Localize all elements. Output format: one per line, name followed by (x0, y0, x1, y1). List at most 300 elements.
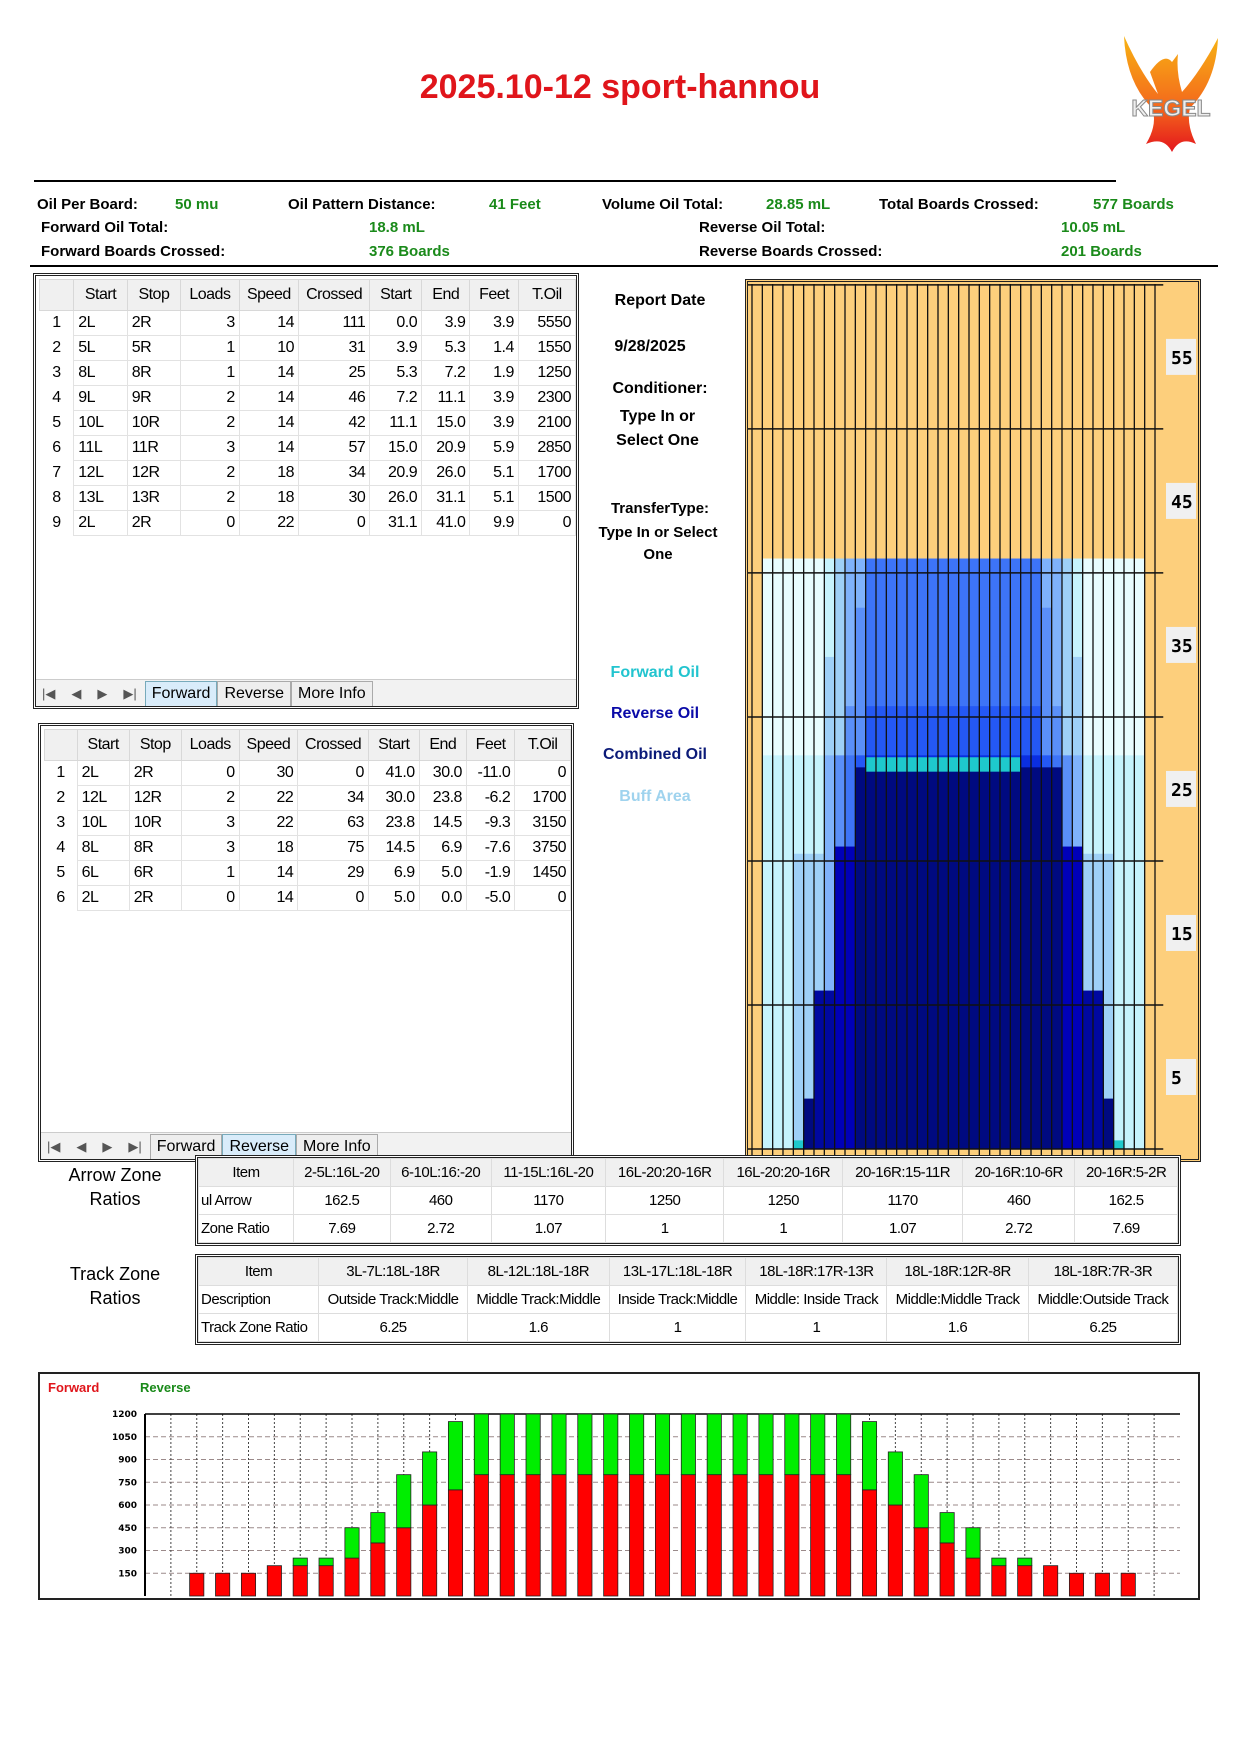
table-cell[interactable]: 5.3 (370, 361, 422, 386)
row-label: Item (199, 1159, 294, 1187)
oil-cell (928, 706, 938, 756)
table-cell[interactable]: 8L (77, 836, 129, 861)
table-cell[interactable]: 14 (239, 361, 298, 386)
table-cell[interactable]: -5.0 (466, 886, 514, 911)
table-cell[interactable]: -7.6 (466, 836, 514, 861)
oil-cell (1021, 608, 1031, 658)
forward-col-header[interactable]: Start (74, 280, 127, 311)
table-row[interactable] (45, 836, 571, 861)
table-cell[interactable]: 3 (181, 311, 240, 336)
table-cell[interactable]: 2100 (518, 411, 575, 436)
table-cell[interactable]: 20.9 (422, 436, 470, 461)
table-row[interactable] (40, 336, 576, 361)
table-cell[interactable]: 5.0 (419, 861, 466, 886)
oil-cell (762, 805, 772, 855)
oil-cell (804, 559, 814, 609)
oil-cell (1134, 657, 1144, 707)
oil-cell (1031, 706, 1041, 756)
reverse-col-header[interactable]: Loads (181, 730, 239, 761)
forward-boards-label: Forward Boards Crossed: (41, 243, 226, 260)
table-cell[interactable]: 26.0 (370, 486, 422, 511)
reverse-bar (966, 1528, 980, 1558)
forward-bar (319, 1566, 333, 1596)
table-cell[interactable]: 13R (127, 486, 180, 511)
table-cell[interactable]: 25 (298, 361, 369, 386)
table-cell[interactable]: -6.2 (466, 786, 514, 811)
oil-cell (948, 608, 958, 658)
oil-cell (938, 657, 948, 707)
table-cell: 20-16R:10-6R (963, 1159, 1075, 1187)
table-cell[interactable]: 14 (239, 436, 298, 461)
oil-cell (1114, 755, 1124, 805)
reverse-bar (604, 1414, 618, 1475)
table-cell[interactable]: 6L (77, 861, 129, 886)
reverse-bar (293, 1558, 307, 1566)
oil-cell (804, 952, 814, 1002)
table-cell[interactable]: 13L (74, 486, 127, 511)
table-cell[interactable]: 12L (77, 786, 129, 811)
table-cell[interactable]: 10L (77, 811, 129, 836)
table-cell[interactable]: 2R (129, 761, 181, 786)
oil-cell (1134, 805, 1144, 855)
last-icon[interactable]: ▶| (128, 1139, 142, 1154)
table-cell[interactable]: 2L (77, 761, 129, 786)
table-cell[interactable]: 0.0 (419, 886, 466, 911)
oil-cell (1124, 1051, 1134, 1101)
reverse-oil-value: 10.05 mL (1061, 219, 1126, 236)
reverse-bar (655, 1414, 669, 1475)
oil-cell (1010, 657, 1020, 707)
table-row[interactable] (45, 811, 571, 836)
reverse-bar (992, 1558, 1006, 1566)
oil-cell (1072, 608, 1082, 658)
table-cell[interactable]: 14.5 (419, 811, 466, 836)
table-cell[interactable]: 14 (239, 886, 298, 911)
distance-label: 35 (1171, 635, 1193, 657)
prev-icon[interactable]: ◀ (71, 686, 82, 701)
table-cell: 20-16R:15-11R (843, 1159, 963, 1187)
arrow-zone-grid (195, 1155, 1181, 1246)
table-cell[interactable]: 2 (181, 461, 240, 486)
table-row[interactable] (40, 311, 576, 336)
table-row[interactable] (45, 886, 571, 911)
pattern-distance-value: 41 Feet (489, 196, 541, 213)
table-cell[interactable]: 30.0 (419, 761, 466, 786)
table-cell[interactable]: 2R (127, 511, 180, 536)
table-cell[interactable]: 3.9 (422, 311, 470, 336)
table-cell[interactable]: 9.9 (470, 511, 518, 536)
reverse-col-header[interactable]: Feet (466, 730, 514, 761)
table-cell[interactable]: -11.0 (466, 761, 514, 786)
oil-cell (762, 952, 772, 1002)
table-cell[interactable]: 23.8 (368, 811, 419, 836)
table-cell[interactable]: 5.3 (422, 336, 470, 361)
table-cell[interactable]: 0 (181, 761, 239, 786)
reverse-col-header[interactable]: Stop (129, 730, 181, 761)
oil-cell (886, 559, 896, 609)
table-cell[interactable]: 15.0 (422, 411, 470, 436)
table-cell[interactable]: 31.1 (422, 486, 470, 511)
table-cell[interactable]: 8R (127, 361, 180, 386)
conditioner-value[interactable]: Type In or Select One (616, 408, 699, 449)
oil-cell (1021, 657, 1031, 707)
forward-col-header[interactable]: Feet (470, 280, 518, 311)
table-cell[interactable]: 22 (239, 511, 298, 536)
table-cell[interactable]: 5.1 (470, 461, 518, 486)
table-cell[interactable]: 6R (129, 861, 181, 886)
oil-cell (1114, 657, 1124, 707)
oil-cell (1072, 706, 1082, 756)
table-cell[interactable]: 5.1 (470, 486, 518, 511)
table-row[interactable] (40, 411, 576, 436)
reverse-bar (552, 1414, 566, 1475)
forward-bar (448, 1490, 462, 1596)
distance-label: 5 (1171, 1067, 1182, 1089)
table-cell[interactable]: 1 (181, 336, 240, 361)
combined-oil-cell (1010, 767, 1020, 1149)
table-cell: 1 (724, 1215, 843, 1243)
table-cell[interactable]: 0 (298, 761, 369, 786)
combined-oil-cell (1000, 767, 1010, 1149)
oil-cell (990, 608, 1000, 658)
table-row[interactable] (40, 461, 576, 486)
table-cell[interactable]: 12R (129, 786, 181, 811)
oil-cell (948, 559, 958, 609)
tab-forward[interactable]: Forward (150, 1134, 223, 1159)
oil-cell (804, 657, 814, 707)
table-row[interactable] (45, 786, 571, 811)
oil-cell (762, 755, 772, 805)
table-cell[interactable]: 15.0 (370, 436, 422, 461)
tab-more-info[interactable]: More Info (296, 1134, 378, 1159)
table-cell[interactable]: 1450 (515, 861, 571, 886)
reverse-bar (707, 1414, 721, 1475)
forward-col-header[interactable]: T.Oil (518, 280, 575, 311)
next-icon[interactable]: ▶ (97, 686, 108, 701)
oil-cell (1134, 1100, 1144, 1150)
tab-reverse[interactable]: Reverse (222, 1134, 296, 1159)
table-cell[interactable]: 3.9 (470, 386, 518, 411)
reverse-bar (423, 1452, 437, 1505)
oil-cell (762, 1051, 772, 1101)
table-cell[interactable]: 3750 (515, 836, 571, 861)
first-icon[interactable]: |◀ (42, 686, 56, 701)
table-cell[interactable]: 2300 (518, 386, 575, 411)
table-cell[interactable]: 1700 (518, 461, 575, 486)
table-cell[interactable]: 11.1 (370, 411, 422, 436)
forward-bar (241, 1573, 255, 1596)
oil-cell (1000, 559, 1010, 609)
table-cell[interactable]: 23.8 (419, 786, 466, 811)
forward-bar (216, 1573, 230, 1596)
table-cell[interactable]: 6.9 (368, 861, 419, 886)
table-cell: 16L-20:20-16R (724, 1159, 843, 1187)
table-cell[interactable]: 30 (239, 761, 298, 786)
legend-forward: Forward (48, 1380, 100, 1395)
table-cell[interactable]: 1.9 (470, 361, 518, 386)
table-cell[interactable]: 10R (127, 411, 180, 436)
table-cell: 1 (605, 1215, 724, 1243)
forward-col-header[interactable]: Start (370, 280, 422, 311)
table-cell[interactable]: 11.1 (422, 386, 470, 411)
combined-oil-cell (1093, 991, 1103, 1149)
total-boards-value: 577 Boards (1093, 196, 1174, 213)
table-cell[interactable]: 0 (515, 761, 571, 786)
oil-cell (804, 1001, 814, 1051)
table-cell[interactable]: 2 (181, 486, 240, 511)
table-row[interactable] (45, 861, 571, 886)
table-cell[interactable]: 46 (298, 386, 369, 411)
combined-oil-cell (979, 767, 989, 1149)
reverse-col-header[interactable]: End (419, 730, 466, 761)
table-cell: 7.69 (294, 1215, 391, 1243)
first-icon[interactable]: |◀ (47, 1139, 61, 1154)
forward-bar (371, 1543, 385, 1596)
table-cell[interactable]: 6.9 (419, 836, 466, 861)
table-cell[interactable]: 26.0 (422, 461, 470, 486)
table-cell[interactable]: 5550 (518, 311, 575, 336)
table-cell[interactable]: 30 (298, 486, 369, 511)
oil-cell (783, 952, 793, 1002)
table-cell[interactable]: 1 (181, 861, 239, 886)
forward-col-header[interactable]: Stop (127, 280, 180, 311)
table-cell[interactable]: 0.0 (370, 311, 422, 336)
table-cell[interactable]: 8L (74, 361, 127, 386)
table-cell[interactable]: 5L (74, 336, 127, 361)
oil-cell (886, 706, 896, 756)
table-cell[interactable]: 18 (239, 836, 298, 861)
oil-cell (907, 559, 917, 609)
reverse-bar (526, 1414, 540, 1475)
combined-oil-cell (959, 767, 969, 1149)
table-cell[interactable]: 10L (74, 411, 127, 436)
table-cell[interactable]: 3.9 (470, 311, 518, 336)
oil-cell (1031, 657, 1041, 707)
forward-bar (423, 1505, 437, 1596)
oil-cell (876, 706, 886, 756)
table-cell: 6.25 (1028, 1314, 1177, 1342)
table-cell[interactable]: 11R (127, 436, 180, 461)
track-zone-table (198, 1257, 1178, 1342)
table-row[interactable] (40, 436, 576, 461)
oil-cell (1052, 657, 1062, 707)
table-cell[interactable]: 57 (298, 436, 369, 461)
table-cell[interactable]: 1700 (515, 786, 571, 811)
oil-cell (1103, 755, 1113, 805)
table-cell[interactable]: 5.0 (368, 886, 419, 911)
table-cell[interactable]: 0 (298, 511, 369, 536)
forward-col-header[interactable]: Crossed (298, 280, 369, 311)
oil-cell (907, 657, 917, 707)
forward-bar (1121, 1573, 1135, 1596)
table-cell[interactable]: 29 (298, 861, 369, 886)
oil-cell (845, 706, 855, 756)
table-cell[interactable]: 0 (515, 886, 571, 911)
table-cell[interactable]: 3.9 (370, 336, 422, 361)
table-cell[interactable]: 14 (239, 411, 298, 436)
table-cell: 1250 (605, 1187, 724, 1215)
table-cell[interactable]: 2L (74, 311, 127, 336)
prev-icon[interactable]: ◀ (76, 1139, 87, 1154)
table-cell[interactable]: 22 (239, 786, 298, 811)
forward-col-header[interactable]: End (422, 280, 470, 311)
table-cell[interactable]: 5R (127, 336, 180, 361)
table-cell[interactable]: 7.2 (422, 361, 470, 386)
table-cell[interactable]: 41.0 (368, 761, 419, 786)
transfer-type-label: TransferType: (610, 500, 710, 517)
row-number: 6 (52, 439, 61, 456)
reverse-col-header[interactable] (45, 730, 78, 761)
table-cell[interactable]: 2 (181, 786, 239, 811)
oil-cell (876, 559, 886, 609)
oil-cell (793, 1051, 803, 1101)
oil-cell (835, 657, 845, 707)
tab-forward[interactable]: Forward (145, 681, 218, 706)
table-cell[interactable]: 11L (74, 436, 127, 461)
reverse-col-header[interactable]: T.Oil (515, 730, 571, 761)
table-cell[interactable]: 111 (298, 311, 369, 336)
table-row[interactable] (40, 361, 576, 386)
oil-cell (804, 608, 814, 658)
oil-cell (876, 657, 886, 707)
table-cell[interactable]: 8R (129, 836, 181, 861)
legend-combined-oil: Combined Oil (603, 746, 707, 763)
table-cell[interactable]: 63 (298, 811, 369, 836)
table-cell[interactable]: 34 (298, 461, 369, 486)
oil-cell (979, 706, 989, 756)
tab-more-info[interactable]: More Info (291, 681, 373, 706)
oil-cell (804, 755, 814, 805)
oil-cell (1041, 559, 1051, 609)
table-cell[interactable]: 14 (239, 861, 298, 886)
report-date: 9/28/2025 (614, 338, 686, 355)
table-cell[interactable]: 2L (77, 886, 129, 911)
table-cell[interactable]: -9.3 (466, 811, 514, 836)
oil-cell (773, 608, 783, 658)
table-cell[interactable]: 7.2 (370, 386, 422, 411)
header-divider (34, 180, 1116, 182)
oil-bar-svg (40, 1374, 1198, 1598)
table-cell[interactable]: 75 (298, 836, 369, 861)
table-cell[interactable]: 2 (181, 386, 240, 411)
table-cell[interactable]: 2R (127, 311, 180, 336)
table-cell[interactable]: 30.0 (368, 786, 419, 811)
table-cell[interactable]: 2850 (518, 436, 575, 461)
table-cell[interactable]: 0 (181, 886, 239, 911)
table-cell: 20-16R:5-2R (1075, 1159, 1178, 1187)
reverse-bar (837, 1414, 851, 1475)
table-cell[interactable]: 10 (239, 336, 298, 361)
table-cell[interactable]: 10R (129, 811, 181, 836)
table-cell[interactable]: 12R (127, 461, 180, 486)
oil-cell (1134, 952, 1144, 1002)
table-cell[interactable]: 9R (127, 386, 180, 411)
table-cell[interactable]: 14.5 (368, 836, 419, 861)
table-cell[interactable]: 42 (298, 411, 369, 436)
y-tick-label: 1200 (111, 1410, 137, 1420)
reverse-col-header[interactable]: Speed (239, 730, 298, 761)
forward-col-header[interactable] (40, 280, 74, 311)
table-cell[interactable]: 18 (239, 486, 298, 511)
table-cell[interactable]: 1 (181, 361, 240, 386)
combined-oil-cell (886, 767, 896, 1149)
table-cell[interactable]: 14 (239, 386, 298, 411)
table-cell[interactable]: 34 (298, 786, 369, 811)
forward-bar (397, 1528, 411, 1596)
forward-boards-value: 376 Boards (369, 243, 450, 260)
oil-cell (783, 805, 793, 855)
table-cell[interactable]: 3 (181, 836, 239, 861)
table-cell[interactable]: 1550 (518, 336, 575, 361)
table-cell[interactable]: 41.0 (422, 511, 470, 536)
table-cell[interactable]: 22 (239, 811, 298, 836)
table-row[interactable] (40, 386, 576, 411)
table-row[interactable] (40, 486, 576, 511)
table-cell[interactable]: 0 (518, 511, 575, 536)
table-cell[interactable]: 0 (298, 886, 369, 911)
oil-cell (773, 706, 783, 756)
forward-col-header[interactable]: Loads (181, 280, 240, 311)
last-icon[interactable]: ▶| (123, 686, 137, 701)
table-cell[interactable]: 1500 (518, 486, 575, 511)
table-cell[interactable]: 31 (298, 336, 369, 361)
oil-cell (773, 559, 783, 609)
forward-col-header[interactable]: Speed (239, 280, 298, 311)
table-cell: 3L-7L:18L-18R (319, 1258, 468, 1286)
distance-label: 55 (1171, 347, 1193, 369)
oil-cell (1052, 559, 1062, 609)
table-cell[interactable]: 2 (181, 411, 240, 436)
forward-tab-bar (36, 679, 576, 706)
table-cell[interactable]: 2R (129, 886, 181, 911)
table-row[interactable] (40, 511, 576, 536)
tab-reverse[interactable]: Reverse (217, 681, 291, 706)
table-cell[interactable]: 1.4 (470, 336, 518, 361)
table-row[interactable] (45, 761, 571, 786)
table-cell[interactable]: 31.1 (370, 511, 422, 536)
header-row (199, 1258, 1178, 1286)
table-cell[interactable]: 3 (181, 436, 240, 461)
table-cell[interactable]: 3.9 (470, 411, 518, 436)
combined-oil-cell (1072, 847, 1082, 1149)
table-cell[interactable]: 18 (239, 461, 298, 486)
combined-oil-cell (948, 767, 958, 1149)
reverse-bar (888, 1452, 902, 1505)
reverse-col-header[interactable]: Start (368, 730, 419, 761)
table-cell[interactable]: 20.9 (370, 461, 422, 486)
reverse-col-header[interactable]: Start (77, 730, 129, 761)
table-cell: 2.72 (390, 1215, 491, 1243)
table-cell[interactable]: 1250 (518, 361, 575, 386)
table-cell[interactable]: 5.9 (470, 436, 518, 461)
table-cell[interactable]: 12L (74, 461, 127, 486)
table-cell[interactable]: 3 (181, 811, 239, 836)
table-cell[interactable]: 14 (239, 311, 298, 336)
table-cell[interactable]: 9L (74, 386, 127, 411)
table-cell[interactable]: 2L (74, 511, 127, 536)
next-icon[interactable]: ▶ (102, 1139, 113, 1154)
transfer-type-value[interactable]: Type In or Select One (598, 524, 718, 563)
oil-cell (762, 903, 772, 953)
table-cell[interactable]: 3150 (515, 811, 571, 836)
oil-cell (1103, 1001, 1113, 1051)
oil-cell (907, 608, 917, 658)
reverse-col-header[interactable]: Crossed (298, 730, 369, 761)
oil-cell (897, 608, 907, 658)
table-cell[interactable]: -1.9 (466, 861, 514, 886)
reverse-bar (397, 1475, 411, 1528)
table-cell[interactable]: 0 (181, 511, 240, 536)
